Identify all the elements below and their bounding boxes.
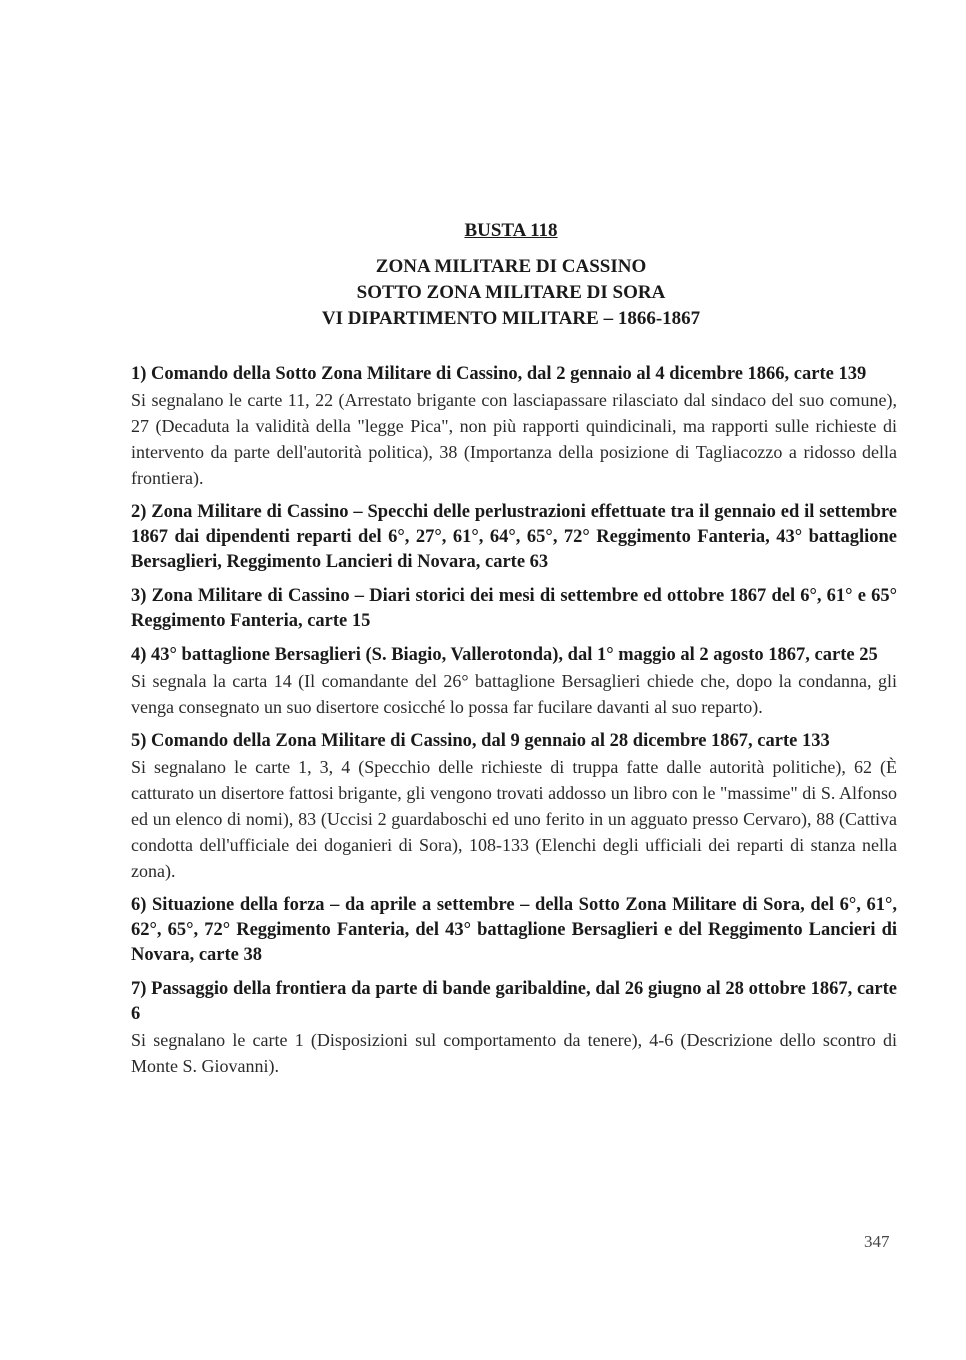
- entry-title: 5) Comando della Zona Militare di Cassino, dal 9 gennaio al 28 dicembre 1867, carte 133: [131, 731, 830, 751]
- busta-heading: BUSTA 118: [464, 220, 558, 241]
- entry-3: [131, 584, 897, 634]
- entry-7: [131, 977, 897, 1079]
- entry-title: 7) Passaggio della frontiera da parte di bande garibaldine, dal 26 giugno al 28 ottobre 1867, carte 6: [131, 979, 897, 1024]
- entry-description: Si segnalano le carte 1 (Disposizioni sul comportamento da tenere), 4-6 (Descrizione dello scontro di Monte S. Giovanni).: [131, 1030, 897, 1076]
- entry-description: Si segnalano le carte 11, 22 (Arrestato brigante con lasciapassare rilasciato dal sindaco del suo comune), 27 (Decaduta la validità della "legge Pica", non più rapporti quindicinali, ma rapporti sulle richieste di intervento da parte dell'autorità politica), 38 (Importanza della posizione di Tagliacozzo a ridosso della frontiera).: [131, 390, 897, 488]
- entry-1: [131, 362, 897, 491]
- document-header: [0, 218, 966, 332]
- header-line-1: ZONA MILITARE DI CASSINO: [375, 256, 647, 277]
- entry-title: 1) Comando della Sotto Zona Militare di Cassino, dal 2 gennaio al 4 dicembre 1866, carte 139: [131, 364, 867, 384]
- entry-title: 3) Zona Militare di Cassino – Diari storici dei mesi di settembre ed ottobre 1867 del 6°, 61° e 65° Reggimento Fanteria, carte 15: [131, 586, 897, 631]
- entry-4: [131, 643, 897, 720]
- entries-list: [131, 362, 897, 1088]
- entry-title: 6) Situazione della forza – da aprile a settembre – della Sotto Zona Militare di Sora, del 6°, 61°, 62°, 65°, 72° Reggimento Fanteria, del 43° battaglione Bersaglieri e del Reggimento Lancieri di Novara, carte 38: [131, 895, 897, 965]
- header-line-2: SOTTO ZONA MILITARE DI SORA: [356, 282, 666, 303]
- entry-title: 4) 43° battaglione Bersaglieri (S. Biagio, Vallerotonda), dal 1° maggio al 2 agosto 1867, carte 25: [131, 645, 878, 665]
- entry-description: Si segnala la carta 14 (Il comandante del 26° battaglione Bersaglieri chiede che, dopo la condanna, gli venga consegnato un suo disertore cosicché lo possa far fucilare davanti al suo reparto).: [131, 671, 897, 717]
- page-number: 347: [864, 1232, 890, 1251]
- header-line-3: VI DIPARTIMENTO MILITARE – 1866-1867: [321, 308, 701, 329]
- entry-2: [131, 500, 897, 575]
- entry-5: [131, 729, 897, 884]
- entry-6: [131, 893, 897, 968]
- entry-description: Si segnalano le carte 1, 3, 4 (Specchio delle richieste di truppa fatte dalle autorità politiche), 62 (È catturato un disertore fattosi brigante, gli vengono trovati addosso un libro con le "massime" di S. Alfonso ed un elenco di nomi), 83 (Uccisi 2 guardaboschi ed uno ferito in un agguato presso Cervaro), 88 (Cattiva condotta dell'ufficiale dei doganieri di Sora), 108-133 (Elenchi degli ufficiali dei reparti di stanza nella zona).: [131, 757, 897, 881]
- entry-title: 2) Zona Militare di Cassino – Specchi delle perlustrazioni effettuate tra il gennaio ed il settembre 1867 dai dipendenti reparti del 6°, 27°, 61°, 64°, 65°, 72° Reggimento Fanteria, 43° battaglione Bersaglieri, Reggimento Lancieri di Novara, carte 63: [131, 502, 897, 572]
